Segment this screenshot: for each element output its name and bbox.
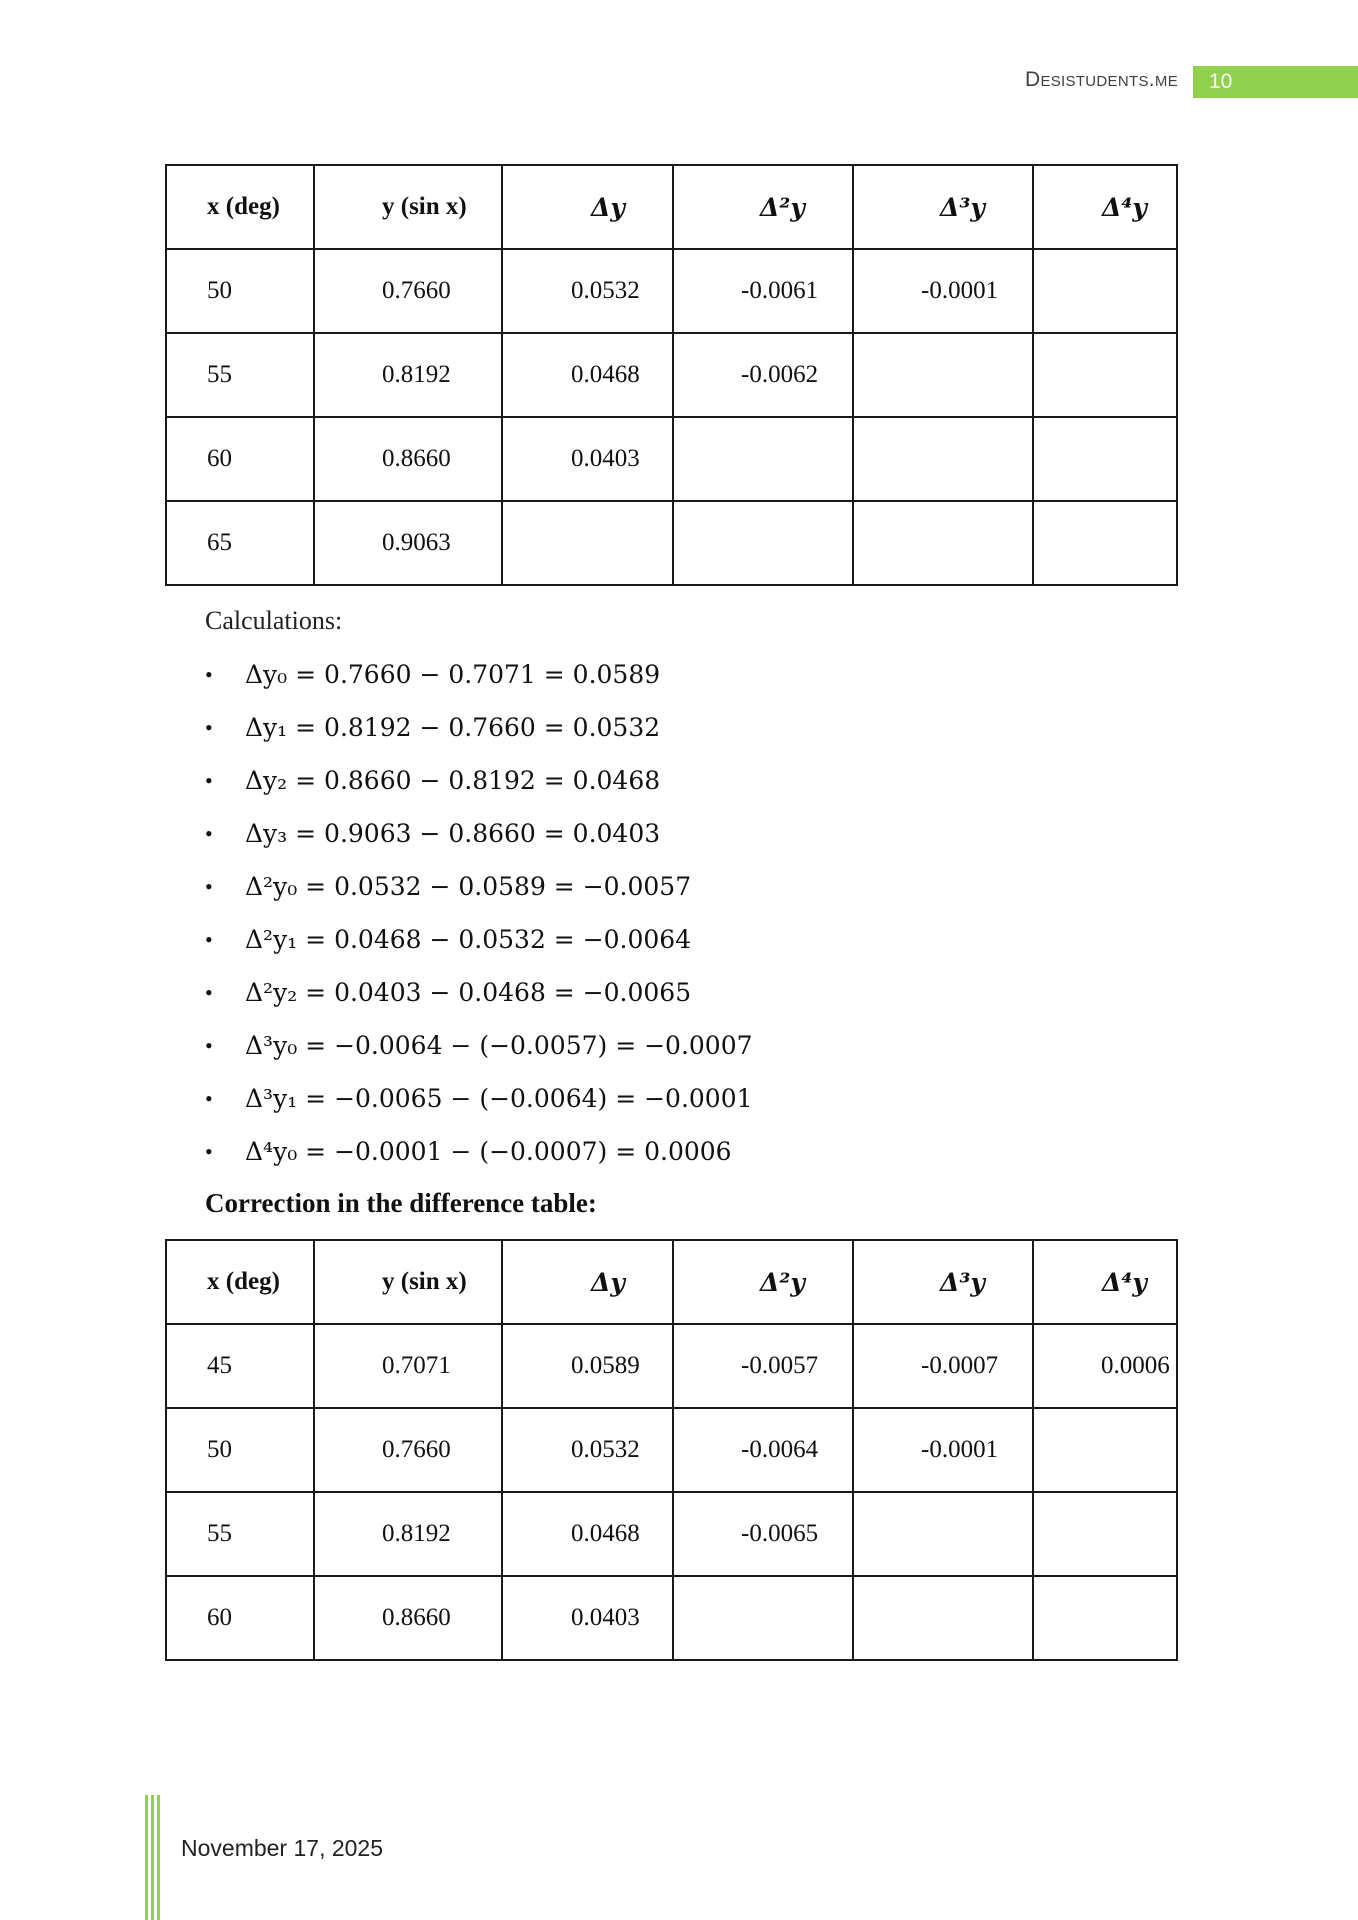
table-cell	[853, 1492, 1033, 1576]
table-header-cell: Δ³y	[853, 1240, 1033, 1324]
table-header-cell: x (deg)	[166, 165, 314, 249]
table-cell	[853, 1576, 1033, 1660]
table-cell: 0.0468	[502, 1492, 673, 1576]
table-cell: 55	[166, 1492, 314, 1576]
table-header-cell: Δy	[502, 1240, 673, 1324]
table-row	[166, 1576, 1177, 1660]
difference-table-original	[165, 164, 1178, 586]
calculation-item: • Δ²y₁ = 0.0468 − 0.0532 = −0.0064	[205, 913, 753, 966]
calculation-item: • Δ²y₂ = 0.0403 − 0.0468 = −0.0065	[205, 966, 753, 1019]
table-cell: 0.0403	[502, 417, 673, 501]
table-cell: 60	[166, 1576, 314, 1660]
table-cell	[853, 333, 1033, 417]
table-row	[166, 1408, 1177, 1492]
table-cell: 0.8192	[314, 333, 502, 417]
table-header-cell: Δ⁴y	[1033, 1240, 1177, 1324]
calculation-item: • Δy₁ = 0.8192 − 0.7660 = 0.0532	[205, 701, 753, 754]
table-cell: -0.0001	[853, 249, 1033, 333]
table-cell: 50	[166, 1408, 314, 1492]
table-cell: 45	[166, 1324, 314, 1408]
table-cell: 0.0403	[502, 1576, 673, 1660]
table-cell	[853, 417, 1033, 501]
table-row	[166, 417, 1177, 501]
table-cell	[502, 501, 673, 585]
table-row	[166, 333, 1177, 417]
table-cell	[1033, 1492, 1177, 1576]
table-header-cell: Δ³y	[853, 165, 1033, 249]
table-cell	[1033, 417, 1177, 501]
page-number-badge: 10	[1193, 66, 1358, 98]
calculation-item: • Δ³y₀ = −0.0064 − (−0.0057) = −0.0007	[205, 1019, 753, 1072]
table-header-cell: Δ²y	[673, 1240, 853, 1324]
table-cell: 0.0006	[1033, 1324, 1177, 1408]
calculation-item: • Δy₂ = 0.8660 − 0.8192 = 0.0468	[205, 754, 753, 807]
difference-table-corrected	[165, 1239, 1178, 1661]
table-cell: -0.0061	[673, 249, 853, 333]
table-cell	[1033, 501, 1177, 585]
table-cell: 65	[166, 501, 314, 585]
table-cell	[1033, 333, 1177, 417]
table-cell: -0.0065	[673, 1492, 853, 1576]
table-header-cell: y (sin x)	[314, 165, 502, 249]
calculation-item: • Δ²y₀ = 0.0532 − 0.0589 = −0.0057	[205, 860, 753, 913]
table-cell: -0.0057	[673, 1324, 853, 1408]
table-cell	[673, 501, 853, 585]
table-header-cell: Δ²y	[673, 165, 853, 249]
table-cell: -0.0064	[673, 1408, 853, 1492]
table-cell: 0.8192	[314, 1492, 502, 1576]
table-cell	[1033, 1408, 1177, 1492]
calculations-list	[205, 648, 753, 1178]
table-header-cell: Δy	[502, 165, 673, 249]
table-cell	[1033, 1576, 1177, 1660]
table-cell: 0.7660	[314, 249, 502, 333]
table-cell: 55	[166, 333, 314, 417]
footer-date: November 17, 2025	[181, 1835, 384, 1861]
table-cell: 50	[166, 249, 314, 333]
table-cell: 0.9063	[314, 501, 502, 585]
table-cell	[853, 501, 1033, 585]
table-row	[166, 1324, 1177, 1408]
table-cell: 0.8660	[314, 417, 502, 501]
calculation-item: • Δ³y₁ = −0.0065 − (−0.0064) = −0.0001	[205, 1072, 753, 1125]
table-cell: -0.0001	[853, 1408, 1033, 1492]
table-header-cell: x (deg)	[166, 1240, 314, 1324]
table-row	[166, 249, 1177, 333]
correction-title: Correction in the difference table:	[205, 1188, 597, 1218]
table-cell: 0.0532	[502, 1408, 673, 1492]
table-row	[166, 501, 1177, 585]
table-cell: 0.7071	[314, 1324, 502, 1408]
table-header-cell: y (sin x)	[314, 1240, 502, 1324]
calculation-item: • Δ⁴y₀ = −0.0001 − (−0.0007) = 0.0006	[205, 1125, 753, 1178]
table-header-row	[166, 1240, 1177, 1324]
table-cell: 0.0468	[502, 333, 673, 417]
table-cell: 60	[166, 417, 314, 501]
calculation-item: • Δy₃ = 0.9063 − 0.8660 = 0.0403	[205, 807, 753, 860]
table-cell: 0.0589	[502, 1324, 673, 1408]
table-cell: 0.7660	[314, 1408, 502, 1492]
header-site-name: Desistudents.me	[1024, 68, 1178, 91]
table-header-cell: Δ⁴y	[1033, 165, 1177, 249]
table-cell: -0.0007	[853, 1324, 1033, 1408]
table-header-row	[166, 165, 1177, 249]
table-cell	[673, 1576, 853, 1660]
table-cell	[673, 417, 853, 501]
calculations-title: Calculations:	[205, 606, 343, 635]
table-cell: -0.0062	[673, 333, 853, 417]
table-row	[166, 1492, 1177, 1576]
calculation-item: • Δy₀ = 0.7660 − 0.7071 = 0.0589	[205, 648, 753, 701]
table-cell: 0.8660	[314, 1576, 502, 1660]
table-cell: 0.0532	[502, 249, 673, 333]
table-cell	[1033, 249, 1177, 333]
